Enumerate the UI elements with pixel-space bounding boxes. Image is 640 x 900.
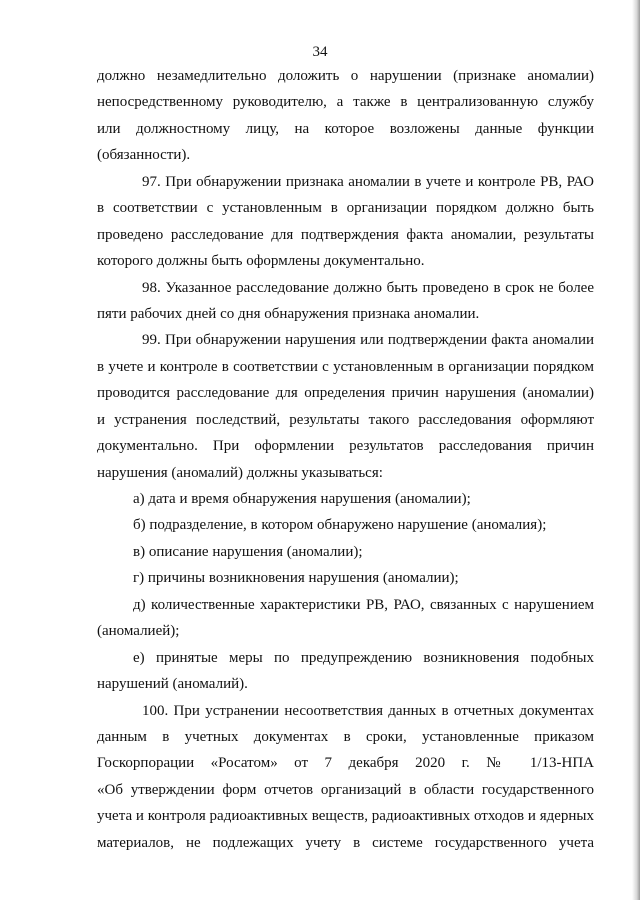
text-line: или должностному лицу, на которое возложены данные функции — [97, 120, 594, 137]
text-line: в учете и контроле в соответствии с установленным в организации порядком — [97, 358, 594, 375]
text-line: д) количественные характеристики РВ, РАО, связанных с нарушением — [133, 596, 594, 613]
page-edge-shadow — [632, 0, 640, 900]
text-line: (аномалией); — [97, 623, 180, 640]
text-line: (обязанности). — [97, 147, 191, 164]
page-number: 34 — [312, 44, 328, 60]
text-line: которого должны быть оформлены документально. — [97, 253, 425, 270]
text-line: нарушения (аномалий) должны указываться: — [97, 464, 383, 481]
text-line: «Об утверждении форм отчетов организаций в области государственного — [97, 781, 594, 798]
document-body — [97, 63, 594, 856]
text-line: пяти рабочих дней со дня обнаружения признака аномалии. — [97, 305, 480, 322]
text-line: в соответствии с установленным в организации порядком должно быть — [97, 200, 594, 217]
text-line: данным в учетных документах в сроки, установленные приказом — [97, 728, 594, 745]
text-line: а) дата и время обнаружения нарушения (аномалии); — [133, 491, 471, 507]
text-line: г) причины возникновения нарушения (аномалии); — [133, 570, 459, 587]
text-line: 99. При обнаружении нарушения или подтверждении факта аномалии — [142, 332, 594, 349]
text-line: непосредственному руководителю, а также в централизованную службу — [97, 94, 594, 111]
text-line: учета и контроля радиоактивных веществ, радиоактивных отходов и ядерных — [97, 808, 594, 825]
text-line: 98. Указанное расследование должно быть проведено в срок не более — [142, 279, 594, 296]
text-line: проведено расследование для подтверждения факта аномалии, результаты — [97, 226, 594, 243]
text-line: должно незамедлительно доложить о нарушении (признаке аномалии) — [97, 68, 594, 84]
text-line: 100. При устранении несоответствия данных в отчетных документах — [142, 702, 594, 719]
text-line: 97. При обнаружении признака аномалии в учете и контроле РВ, РАО — [142, 173, 594, 190]
text-line: б) подразделение, в котором обнаружено нарушение (аномалия); — [133, 517, 547, 534]
text-line: проводится расследование для определения причин нарушения (аномалии) — [97, 385, 594, 402]
text-line: документально. При оформлении результатов расследования причин — [97, 438, 594, 455]
text-line: материалов, не подлежащих учету в системе государственного учета — [97, 834, 594, 851]
text-line: нарушений (аномалий). — [97, 676, 248, 693]
text-line: и устранения последствий, результаты такого расследования оформляют — [97, 411, 594, 428]
text-line: е) принятые меры по предупреждению возникновения подобных — [133, 649, 594, 666]
text-line: в) описание нарушения (аномалии); — [133, 543, 363, 560]
text-line: Госкорпорации «Росатом» от 7 декабря 2020 г. № 1/13-НПА — [97, 755, 594, 772]
